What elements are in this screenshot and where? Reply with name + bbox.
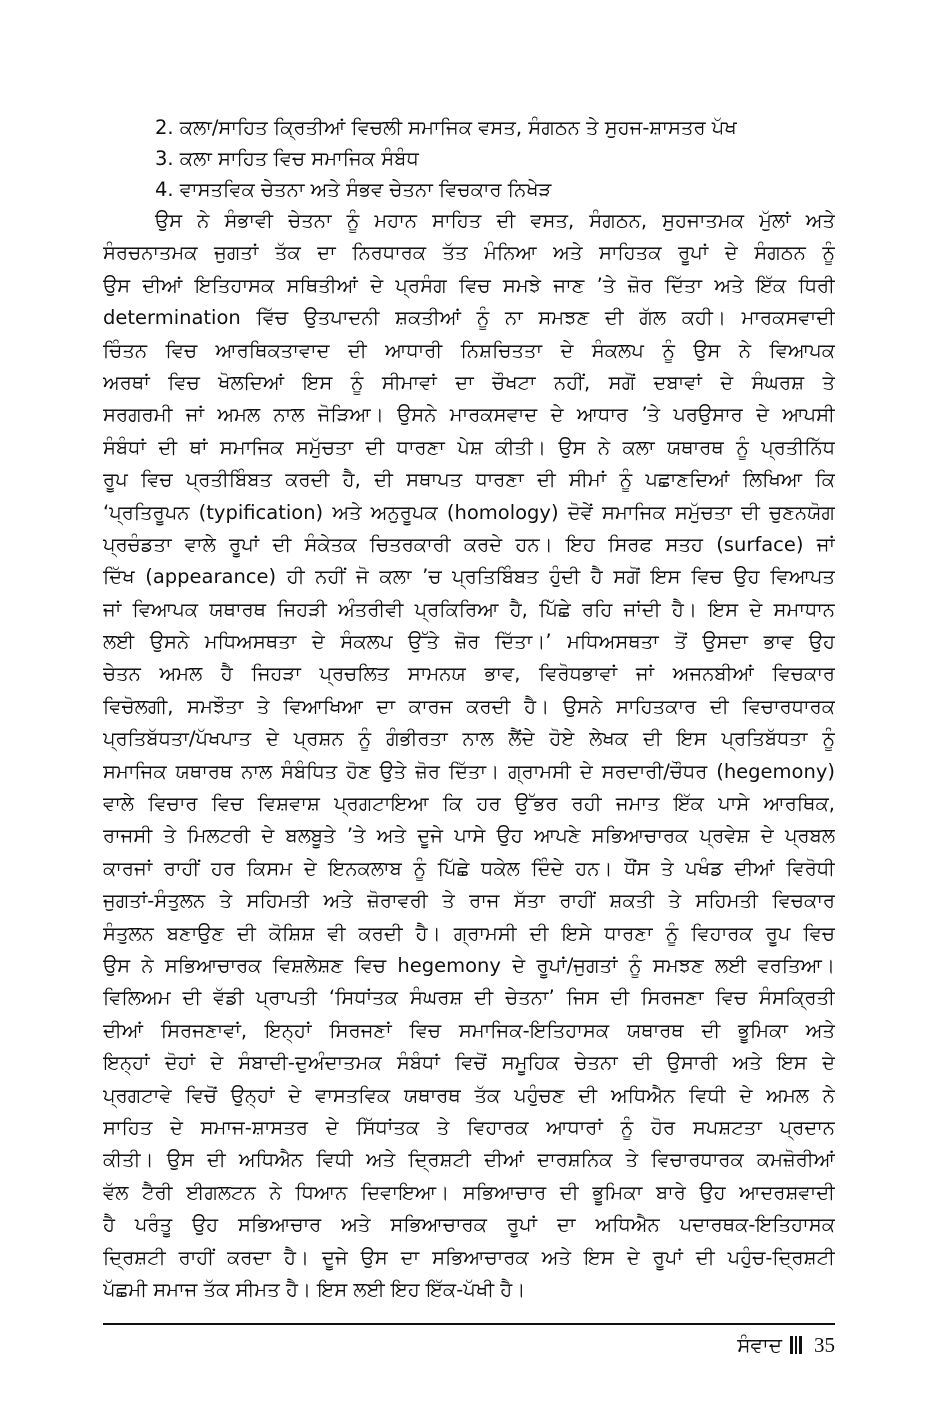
paragraph-line: ਜਾਂ ਵਿਆਪਕ ਯਥਾਰਥ ਜਿਹੜੀ ਅੰਤਰੀਵੀ ਪ੍ਰਕਿਰਿਆ ਹੈ, ਪਿੱਛੇ ਰਹਿ ਜਾਂਦੀ ਹੈ। ਇਸ ਦੇ ਸਮਾਧਾਨ [103, 597, 835, 621]
paragraph-line: ਦੀਆਂ ਸਿਰਜਣਾਵਾਂ, ਇਨ੍ਹਾਂ ਸਿਰਜਣਾਂ ਵਿਚ ਸਮਾਜਿਕ-ਇਤਿਹਾਸਕ ਯਥਾਰਥ ਦੀ ਭੂਮਿਕਾ ਅਤੇ [103, 1018, 835, 1042]
paragraph-line: ਵਿਚੋਲਗੀ, ਸਮਝੌਤਾ ਤੇ ਵਿਆਖਿਆ ਦਾ ਕਾਰਜ ਕਰਦੀ ਹੈ। ਉਸਨੇ ਸਾਹਿਤਕਾਰ ਦੀ ਵਿਚਾਰਧਾਰਕ [103, 694, 835, 718]
journal-title: ਸੰਵਾਦ [737, 1333, 782, 1357]
paragraph-line: ਜੁਗਤਾਂ-ਸੰਤੁਲਨ ਤੇ ਸਹਿਮਤੀ ਅਤੇ ਜ਼ੋਰਾਵਰੀ ਤੇ ਰਾਜ ਸੱਤਾ ਰਾਹੀਂ ਸ਼ਕਤੀ ਤੇ ਸਹਿਮਤੀ ਵਿਚਕਾਰ [103, 889, 835, 913]
paragraph-line: ਰਾਜਸੀ ਤੇ ਮਿਲਟਰੀ ਦੇ ਬਲਬੂਤੇ ’ਤੇ ਅਤੇ ਦੂਜੇ ਪਾਸੇ ਉਹ ਆਪਣੇ ਸਭਿਆਚਾਰਕ ਪ੍ਰਵੇਸ਼ ਦੇ ਪ੍ਰਬਲ [103, 824, 835, 848]
list-item: 2. ਕਲਾ/ਸਾਹਿਤ ਕ੍ਰਿਤੀਆਂ ਵਿਚਲੀ ਸਮਾਜਿਕ ਵਸਤ, ਸੰਗਠਨ ਤੇ ਸੁਹਜ-ਸ਼ਾਸਤਰ ਪੱਖ [155, 116, 737, 139]
list-item: 3. ਕਲਾ ਸਾਹਿਤ ਵਿਚ ਸਮਾਜਿਕ ਸੰਬੰਧ [155, 147, 419, 170]
list-item: 4. ਵਾਸਤਵਿਕ ਚੇਤਨਾ ਅਤੇ ਸੰਭਵ ਚੇਤਨਾ ਵਿਚਕਾਰ ਨਿਖੇੜ [155, 178, 552, 201]
paragraph-line: ਲਈ ਉਸਨੇ ਮਧਿਅਸਥਤਾ ਦੇ ਸੰਕਲਪ ਉੱਤੇ ਜ਼ੋਰ ਦਿੱਤਾ।’ ਮਧਿਅਸਥਤਾ ਤੋਂ ਉਸਦਾ ਭਾਵ ਉਹ [103, 630, 835, 654]
paragraph-line: ਪ੍ਰਗਟਾਵੇ ਵਿਚੋਂ ਉਨ੍ਹਾਂ ਦੇ ਵਾਸਤਵਿਕ ਯਥਾਰਥ ਤੱਕ ਪਹੁੰਚਣ ਦੀ ਅਧਿਐਨ ਵਿਧੀ ਦੇ ਅਮਲ ਨੇ [103, 1083, 835, 1107]
paragraph-line: ਸਮਾਜਿਕ ਯਥਾਰਥ ਨਾਲ ਸੰਬੰਧਿਤ ਹੋਣ ਉਤੇ ਜ਼ੋਰ ਦਿੱਤਾ। ਗ੍ਰਾਮਸੀ ਦੇ ਸਰਦਾਰੀ/ਚੌਧਰ (hegemony) [103, 759, 835, 783]
paragraph-line: ਵਿਲਿਅਮ ਦੀ ਵੱਡੀ ਪ੍ਰਾਪਤੀ ‘ਸਿਧਾਂਤਕ ਸੰਘਰਸ਼ ਦੀ ਚੇਤਨਾ’ ਜਿਸ ਦੀ ਸਿਰਜਣਾ ਵਿਚ ਸੰਸਕ੍ਰਿਤੀ [103, 986, 835, 1010]
paragraph-line: ਅਰਥਾਂ ਵਿਚ ਖੋਲਦਿਆਂ ਇਸ ਨੂੰ ਸੀਮਾਵਾਂ ਦਾ ਚੌਖਟਾ ਨਹੀਂ, ਸਗੋਂ ਦਬਾਵਾਂ ਦੇ ਸੰਘਰਸ਼ ਤੇ [103, 370, 835, 394]
body-paragraph [103, 205, 835, 1306]
paragraph-line: ਇਨ੍ਹਾਂ ਦੋਹਾਂ ਦੇ ਸੰਬਾਦੀ-ਦੁਅੰਦਾਤਮਕ ਸੰਬੰਧਾਂ ਵਿਚੋਂ ਸਮੂਹਿਕ ਚੇਤਨਾ ਦੀ ਉਸਾਰੀ ਅਤੇ ਇਸ ਦੇ [103, 1051, 835, 1075]
paragraph-line: determination ਵਿੱਚ ਉਤਪਾਦਨੀ ਸ਼ਕਤੀਆਂ ਨੂੰ ਨਾ ਸਮਝਣ ਦੀ ਗੱਲ ਕਹੀ। ਮਾਰਕਸਵਾਦੀ [103, 306, 835, 330]
paragraph-line: ਸੰਬੰਧਾਂ ਦੀ ਥਾਂ ਸਮਾਜਿਕ ਸਮੁੱਚਤਾ ਦੀ ਧਾਰਣਾ ਪੇਸ਼ ਕੀਤੀ। ਉਸ ਨੇ ਕਲਾ ਯਥਾਰਥ ਨੂੰ ਪ੍ਰਤੀਨਿੱਧ [103, 435, 835, 459]
paragraph-line: ਚੇਤਨ ਅਮਲ ਹੈ ਜਿਹੜਾ ਪ੍ਰਚਲਿਤ ਸਾਮਨਯ ਭਾਵ, ਵਿਰੋਧਭਾਵਾਂ ਜਾਂ ਅਜਨਬੀਆਂ ਵਿਚਕਾਰ [103, 662, 835, 686]
paragraph-line: ਉਸ ਨੇ ਸਭਿਆਚਾਰਕ ਵਿਸ਼ਲੇਸ਼ਣ ਵਿਚ hegemony ਦੇ ਰੂਪਾਂ/ਜੁਗਤਾਂ ਨੂੰ ਸਮਝਣ ਲਈ ਵਰਤਿਆ। [103, 953, 835, 977]
paragraph-line: ਰੂਪ ਵਿਚ ਪ੍ਰਤੀਬਿੰਬਤ ਕਰਦੀ ਹੈ, ਦੀ ਸਥਾਪਤ ਧਾਰਣਾ ਦੀ ਸੀਮਾਂ ਨੂੰ ਪਛਾਣਦਿਆਂ ਲਿਖਿਆ ਕਿ [103, 468, 835, 492]
paragraph-line: ਦਿੱਖ (appearance) ਹੀ ਨਹੀਂ ਜੋ ਕਲਾ ’ਚ ਪ੍ਰਤਿਬਿੰਬਤ ਹੁੰਦੀ ਹੈ ਸਗੋਂ ਇਸ ਵਿਚ ਉਹ ਵਿਆਪਤ [103, 565, 835, 589]
paragraph-line: ਕੀਤੀ। ਉਸ ਦੀ ਅਧਿਐਨ ਵਿਧੀ ਅਤੇ ਦ੍ਰਿਸ਼ਟੀ ਦੀਆਂ ਦਾਰਸ਼ਨਿਕ ਤੇ ਵਿਚਾਰਧਾਰਕ ਕਮਜ਼ੋਰੀਆਂ [103, 1148, 835, 1172]
paragraph-line: ਸਾਹਿਤ ਦੇ ਸਮਾਜ-ਸ਼ਾਸਤਰ ਦੇ ਸਿੱਧਾਂਤਕ ਤੇ ਵਿਹਾਰਕ ਆਧਾਰਾਂ ਨੂੰ ਹੋਰ ਸਪਸ਼ਟਤਾ ਪ੍ਰਦਾਨ [103, 1115, 835, 1139]
footer-separator-icon [790, 1336, 802, 1354]
paragraph-line: ਸਰਗਰਮੀ ਜਾਂ ਅਮਲ ਨਾਲ ਜੋੜਿਆ। ਉਸਨੇ ਮਾਰਕਸਵਾਦ ਦੇ ਆਧਾਰ ’ਤੇ ਪਰਉਸਾਰ ਦੇ ਆਪਸੀ [103, 403, 835, 427]
paragraph-line: ਸੰਰਚਨਾਤਮਕ ਜੁਗਤਾਂ ਤੱਕ ਦਾ ਨਿਰਧਾਰਕ ਤੱਤ ਮੰਨਿਆ ਅਤੇ ਸਾਹਿਤਕ ਰੂਪਾਂ ਦੇ ਸੰਗਠਨ ਨੂੰ [103, 241, 835, 265]
footer-divider [103, 1323, 835, 1325]
paragraph-line: ਕਾਰਜਾਂ ਰਾਹੀਂ ਹਰ ਕਿਸਮ ਦੇ ਇਨਕਲਾਬ ਨੂੰ ਪਿੱਛੇ ਧਕੇਲ ਦਿੰਦੇ ਹਨ। ਧੌਂਸ ਤੇ ਪਖੰਡ ਦੀਆਂ ਵਿਰੋਧੀ [103, 856, 835, 880]
numbered-list [155, 112, 855, 205]
paragraph-line: ਉਸ ਨੇ ਸੰਭਾਵੀ ਚੇਤਨਾ ਨੂੰ ਮਹਾਨ ਸਾਹਿਤ ਦੀ ਵਸਤ, ਸੰਗਠਨ, ਸੁਹਜਾਤਮਕ ਮੁੱਲਾਂ ਅਤੇ [155, 209, 835, 232]
paragraph-line: ਦ੍ਰਿਸ਼ਟੀ ਰਾਹੀਂ ਕਰਦਾ ਹੈ। ਦੂਜੇ ਉਸ ਦਾ ਸਭਿਆਚਾਰਕ ਅਤੇ ਇਸ ਦੇ ਰੂਪਾਂ ਦੀ ਪਹੁੰਚ-ਦ੍ਰਿਸ਼ਟੀ [103, 1245, 835, 1269]
paragraph-line: ਚਿੰਤਨ ਵਿਚ ਆਰਥਿਕਤਾਵਾਦ ਦੀ ਆਧਾਰੀ ਨਿਸ਼ਚਿਤਤਾ ਦੇ ਸੰਕਲਪ ਨੂੰ ਉਸ ਨੇ ਵਿਆਪਕ [103, 338, 835, 362]
paragraph-line: ਹੈ ਪਰੰਤੂ ਉਹ ਸਭਿਆਚਾਰ ਅਤੇ ਸਭਿਆਚਾਰਕ ਰੂਪਾਂ ਦਾ ਅਧਿਐਨ ਪਦਾਰਥਕ-ਇਤਿਹਾਸਕ [103, 1213, 835, 1237]
page-footer [737, 1329, 835, 1361]
paragraph-line: ਵਾਲੇ ਵਿਚਾਰ ਵਿਚ ਵਿਸ਼ਵਾਸ਼ ਪ੍ਰਗਟਾਇਆ ਕਿ ਹਰ ਉੱਭਰ ਰਹੀ ਜਮਾਤ ਇੱਕ ਪਾਸੇ ਆਰਥਿਕ, [103, 792, 835, 816]
paragraph-line: ਪ੍ਰਤਿਬੱਧਤਾ/ਪੱਖਪਾਤ ਦੇ ਪ੍ਰਸ਼ਨ ਨੂੰ ਗੰਭੀਰਤਾ ਨਾਲ ਲੈਂਦੇ ਹੋਏ ਲੇਖਕ ਦੀ ਇਸ ਪ੍ਰਤਿਬੱਧਤਾ ਨੂੰ [103, 727, 835, 751]
paragraph-line: ਪ੍ਰਚੰਡਤਾ ਵਾਲੇ ਰੂਪਾਂ ਦੀ ਸੰਕੇਤਕ ਚਿਤਰਕਾਰੀ ਕਰਦੇ ਹਨ। ਇਹ ਸਿਰਫ ਸਤਹ (surface) ਜਾਂ [103, 532, 835, 556]
page-number: 35 [814, 1332, 835, 1357]
paragraph-line: ਵੱਲ ਟੈਰੀ ਈਗਲਟਨ ਨੇ ਧਿਆਨ ਦਿਵਾਇਆ। ਸਭਿਆਚਾਰ ਦੀ ਭੂਮਿਕਾ ਬਾਰੇ ਉਹ ਆਦਰਸ਼ਵਾਦੀ [103, 1180, 835, 1204]
paragraph-line: ਸੰਤੁਲਨ ਬਣਾਉਣ ਦੀ ਕੋਸ਼ਿਸ਼ ਵੀ ਕਰਦੀ ਹੈ। ਗ੍ਰਾਮਸੀ ਦੀ ਇਸੇ ਧਾਰਣਾ ਨੂੰ ਵਿਹਾਰਕ ਰੂਪ ਵਿਚ [103, 921, 835, 945]
paragraph-line: ‘ਪ੍ਰਤਿਰੂਪਨ (typification) ਅਤੇ ਅਨੁਰੂਪਕ (homology) ਦੋਵੇਂ ਸਮਾਜਿਕ ਸਮੁੱਚਤਾ ਦੀ ਚੁਣਨਯੋਗ [103, 500, 835, 524]
paragraph-line: ਉਸ ਦੀਆਂ ਇਤਿਹਾਸਕ ਸਥਿਤੀਆਂ ਦੇ ਪ੍ਰਸੰਗ ਵਿਚ ਸਮਝੇ ਜਾਣ ’ਤੇ ਜ਼ੋਰ ਦਿੱਤਾ ਅਤੇ ਇੱਕ ਧਿਰੀ [103, 273, 835, 297]
paragraph-line: ਪੱਛਮੀ ਸਮਾਜ ਤੱਕ ਸੀਮਤ ਹੈ। ਇਸ ਲਈ ਇਹ ਇੱਕ-ਪੱਖੀ ਹੈ। [103, 1277, 526, 1301]
